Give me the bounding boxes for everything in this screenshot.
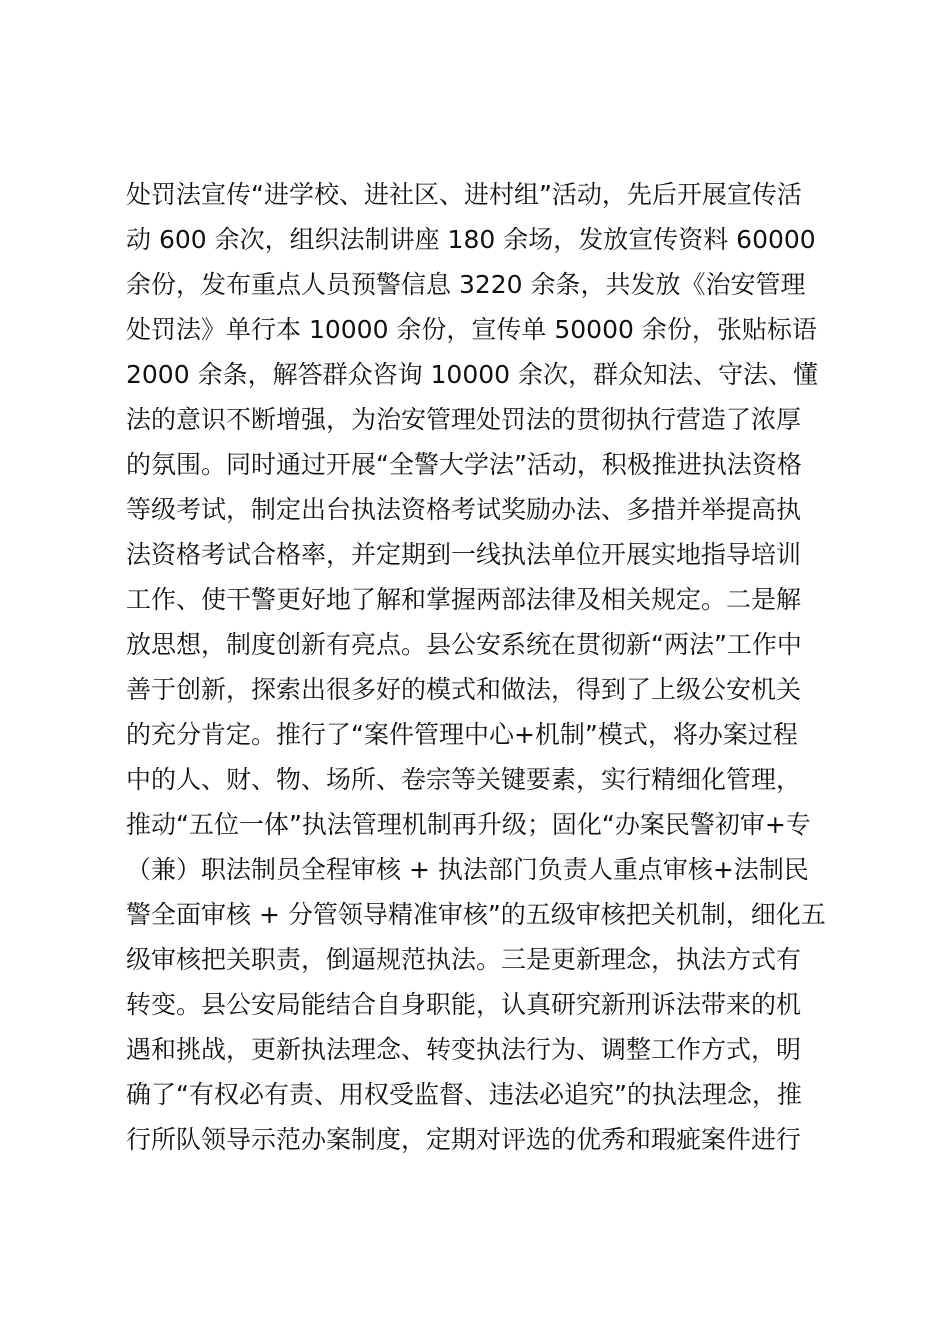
text-line: 动 600 余次，组织法制讲座 180 余场，发放宣传资料 60000 xyxy=(126,225,816,254)
text-line: 善于创新，探索出很多好的模式和做法，得到了上级公安机关 xyxy=(126,675,802,704)
text-line: 法的意识不断增强，为治安管理处罚法的贯彻执行营造了浓厚 xyxy=(126,405,802,434)
text-line: 的氛围。同时通过开展“全警大学法”活动，积极推进执法资格 xyxy=(126,450,802,479)
text-line: 转变。县公安局能结合自身职能，认真研究新刑诉法带来的机 xyxy=(126,990,802,1019)
text-line: （兼）职法制员全程审核 + 执法部门负责人重点审核+法制民 xyxy=(126,855,809,884)
text-line: 2000 余条，解答群众咨询 10000 余次，群众知法、守法、懂 xyxy=(126,360,818,389)
text-line: 余份，发布重点人员预警信息 3220 余条，共发放《治安管理 xyxy=(126,270,806,299)
text-line: 等级考试，制定出台执法资格考试奖励办法、多措并举提高执 xyxy=(126,495,802,524)
text-line: 行所队领导示范办案制度，定期对评选的优秀和瑕疵案件进行 xyxy=(126,1125,802,1154)
text-line: 推动“五位一体”执法管理机制再升级；固化“办案民警初审+专 xyxy=(126,810,811,839)
text-line: 确了“有权必有责、用权受监督、违法必追究”的执法理念，推 xyxy=(126,1080,802,1109)
text-line: 的充分肯定。推行了“案件管理中心+机制”模式，将办案过程 xyxy=(126,720,798,749)
body-paragraph xyxy=(126,172,836,1162)
text-line: 级审核把关职责，倒逼规范执法。三是更新理念，执法方式有 xyxy=(126,945,802,974)
text-line: 处罚法宣传“进学校、进社区、进村组”活动，先后开展宣传活 xyxy=(126,180,802,209)
text-line: 警全面审核 + 分管领导精准审核”的五级审核把关机制，细化五 xyxy=(126,900,826,929)
text-line: 工作、使干警更好地了解和掌握两部法律及相关规定。二是解 xyxy=(126,585,802,614)
text-line: 法资格考试合格率，并定期到一线执法单位开展实地指导培训 xyxy=(126,540,802,569)
text-line: 中的人、财、物、场所、卷宗等关键要素，实行精细化管理， xyxy=(126,765,802,794)
text-line: 处罚法》单行本 10000 余份，宣传单 50000 余份，张贴标语 xyxy=(126,315,817,344)
text-line: 遇和挑战，更新执法理念、转变执法行为、调整工作方式，明 xyxy=(126,1035,802,1064)
text-line: 放思想，制度创新有亮点。县公安系统在贯彻新“两法”工作中 xyxy=(126,630,802,659)
